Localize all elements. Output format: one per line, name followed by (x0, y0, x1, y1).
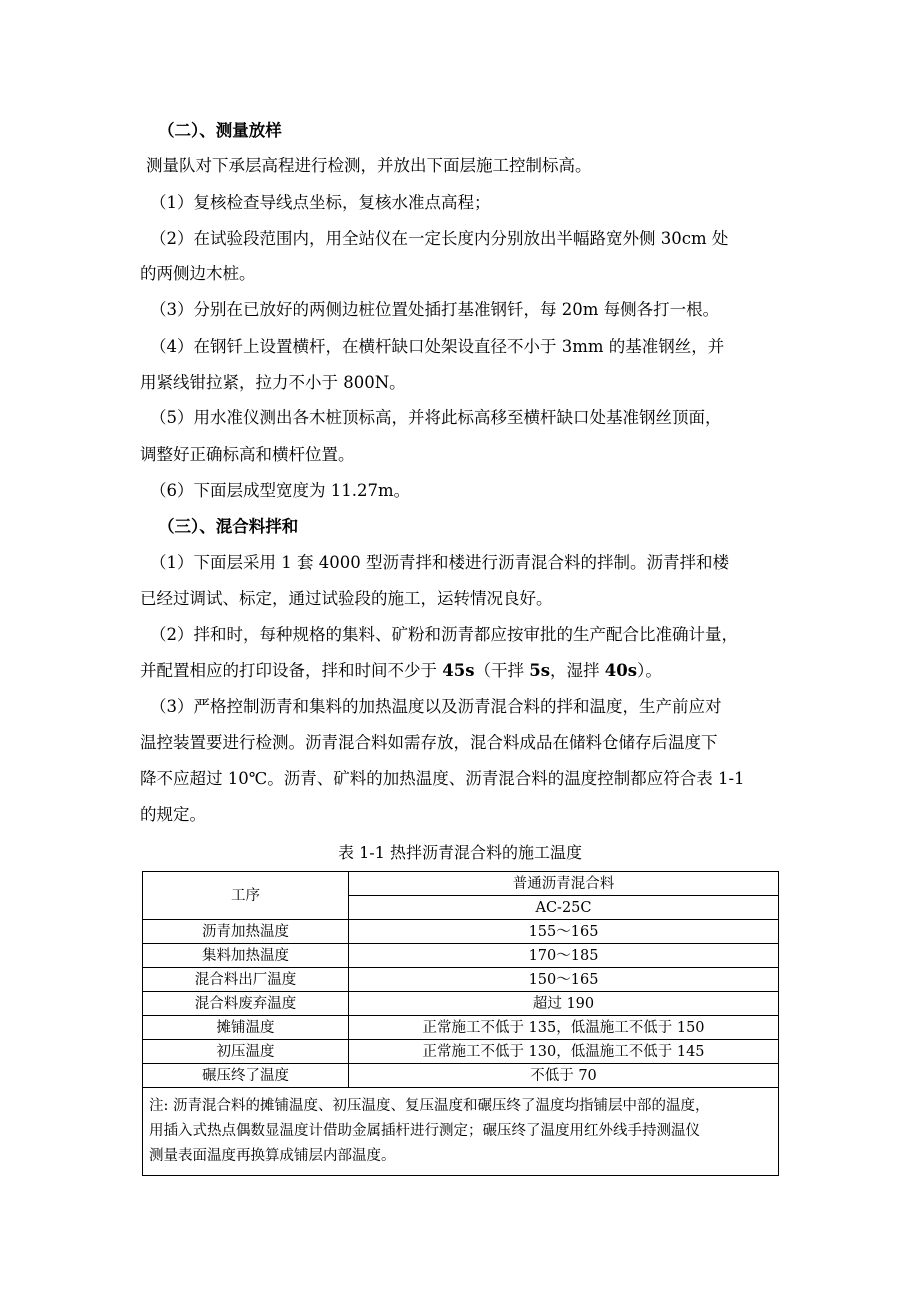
paragraph-mixing-item-3-line-3: 降不应超过 10℃。沥青、矿料的加热温度、沥青混合料的温度控制都应符合表 1-1 (140, 769, 745, 788)
paragraph-survey-item-6: （6）下面层成型宽度为 11.27m。 (150, 481, 411, 500)
table-row (143, 968, 779, 992)
table-note-line-2: 用插入式热点偶数显温度计借助金属插杆进行测定；碾压终了温度用红外线手持测温仪 (149, 1123, 700, 1139)
paragraph-mixing-item-2-line-2 (140, 661, 790, 681)
dry-mix-label: （干拌 (474, 661, 530, 680)
paragraph-mixing-item-3-line-4: 的规定。 (140, 805, 206, 824)
header-grade: AC-25C (349, 896, 779, 920)
table-row (143, 1040, 779, 1064)
paragraph-survey-item-4-line-1: （4）在钢钎上设置横杆，在横杆缺口处架设直径不小于 3mm 的基准钢丝，并 (150, 337, 725, 356)
table-note-line-3: 测量表面温度再换算成铺层内部温度。 (149, 1148, 396, 1164)
paragraph-survey-intro: 测量队对下承层高程进行检测，并放出下面层施工控制标高。 (146, 156, 592, 175)
paragraph-survey-item-2-line-2: 的两侧边木桩。 (140, 264, 256, 283)
row-process: 摊铺温度 (143, 1016, 349, 1040)
paragraph-survey-item-1: （1）复核检查导线点坐标，复核水准点高程； (150, 193, 491, 212)
row-value: 155～165 (349, 920, 779, 944)
table-row (143, 1064, 779, 1088)
table-note-row (143, 1088, 779, 1176)
header-process: 工序 (143, 872, 349, 920)
row-process: 碾压终了温度 (143, 1064, 349, 1088)
paragraph-mixing-item-3-line-2: 温控装置要进行检测。沥青混合料如需存放，混合料成品在储料仓储存后温度下 (140, 733, 718, 752)
wet-mix-label: ，湿拌 (550, 661, 605, 680)
paragraph-mixing-item-2-line-1: （2）拌和时，每种规格的集料、矿粉和沥青都应按审批的生产配合比准确计量， (150, 625, 738, 644)
row-value: 超过 190 (349, 992, 779, 1016)
table-note (143, 1088, 779, 1176)
paragraph-survey-item-3: （3）分别在已放好的两侧边桩位置处插打基准钢钎，每 20m 每侧各打一根。 (150, 300, 720, 319)
table-row (143, 1016, 779, 1040)
row-process: 混合料废弃温度 (143, 992, 349, 1016)
table-caption: 表 1-1 热拌沥青混合料的施工温度 (338, 843, 582, 862)
row-value: 150～165 (349, 968, 779, 992)
paragraph-survey-item-5-line-1: （5）用水准仪测出各木桩顶标高，并将此标高移至横杆缺口处基准钢丝顶面， (150, 408, 722, 427)
paragraph-survey-item-2-line-1: （2）在试验段范围内，用全站仪在一定长度内分别放出半幅路宽外侧 30cm 处 (150, 229, 729, 248)
mixing-time-text: 并配置相应的打印设备，拌和时间不少于 (140, 661, 443, 680)
table-row (143, 944, 779, 968)
row-value: 正常施工不低于 130，低温施工不低于 145 (349, 1040, 779, 1064)
row-process: 初压温度 (143, 1040, 349, 1064)
header-mix-type: 普通沥青混合料 (349, 872, 779, 896)
paragraph-mixing-item-1-line-1: （1）下面层采用 1 套 4000 型沥青拌和楼进行沥青混合料的拌制。沥青拌和楼 (150, 553, 729, 572)
dry-mix-time: 5s (529, 661, 551, 680)
row-value: 170～185 (349, 944, 779, 968)
paragraph-survey-item-5-line-2: 调整好正确标高和横杆位置。 (140, 445, 355, 464)
table-header-row (143, 872, 779, 896)
construction-temperature-table (142, 871, 779, 1176)
table-row (143, 920, 779, 944)
wet-mix-time: 40s (604, 661, 638, 680)
mixing-time-total: 45s (442, 661, 475, 680)
paragraph-survey-item-4-line-2: 用紧线钳拉紧，拉力不小于 800N。 (140, 373, 406, 392)
row-process: 沥青加热温度 (143, 920, 349, 944)
paragraph-mixing-item-3-line-1: （3）严格控制沥青和集料的加热温度以及沥青混合料的拌和温度，生产前应对 (150, 697, 722, 716)
row-process: 混合料出厂温度 (143, 968, 349, 992)
row-value: 不低于 70 (349, 1064, 779, 1088)
table-note-line-1: 注: 沥青混合料的摊铺温度、初压温度、复压温度和碾压终了温度均指铺层中部的温度， (149, 1098, 710, 1114)
row-process: 集料加热温度 (143, 944, 349, 968)
table-row (143, 992, 779, 1016)
row-value: 正常施工不低于 135，低温施工不低于 150 (349, 1016, 779, 1040)
section-heading-survey: （二）、测量放样 (158, 121, 282, 140)
mixing-time-close: ）。 (637, 661, 662, 680)
section-heading-mixing: （三）、混合料拌和 (158, 517, 299, 536)
paragraph-mixing-item-1-line-2: 已经过调试、标定，通过试验段的施工，运转情况良好。 (140, 589, 553, 608)
